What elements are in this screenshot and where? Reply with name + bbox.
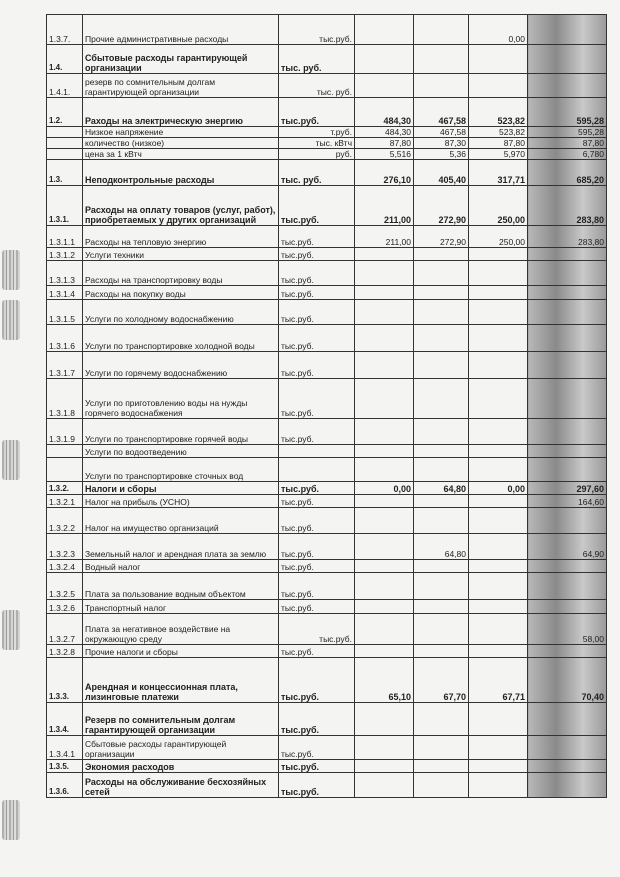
row-value-1 (355, 419, 414, 445)
row-name: Расходы на обслуживание бесхозяйных сетей (83, 773, 279, 798)
row-name: Земельный налог и арендная плата за землю (83, 534, 279, 560)
row-value-1 (355, 15, 414, 45)
row-unit: тыс.руб. (279, 98, 355, 127)
row-code: 1.3.2.6 (47, 600, 83, 614)
expenses-table (46, 14, 607, 798)
table-row (47, 773, 607, 798)
row-value-4: 595,28 (528, 127, 607, 138)
row-value-3 (469, 261, 528, 286)
table-row (47, 325, 607, 352)
table-row (47, 186, 607, 226)
row-value-1 (355, 495, 414, 508)
row-value-4 (528, 703, 607, 736)
row-value-1 (355, 736, 414, 760)
row-value-1: 87,80 (355, 138, 414, 149)
row-name: Прочие налоги и сборы (83, 645, 279, 658)
table-row (47, 736, 607, 760)
row-value-1 (355, 760, 414, 773)
row-code: 1.3.5. (47, 760, 83, 773)
table-row (47, 98, 607, 127)
row-value-1: 484,30 (355, 127, 414, 138)
row-code: 1.3.2.3 (47, 534, 83, 560)
row-value-2 (414, 773, 469, 798)
row-value-3 (469, 495, 528, 508)
row-name: Услуги по транспортировке холодной воды (83, 325, 279, 352)
table-row (47, 300, 607, 325)
row-unit: тыс.руб. (279, 508, 355, 534)
row-code: 1.4. (47, 45, 83, 74)
table-row (47, 508, 607, 534)
table-row (47, 445, 607, 458)
row-unit: тыс.руб. (279, 495, 355, 508)
table-row (47, 645, 607, 658)
row-value-3 (469, 600, 528, 614)
row-value-1 (355, 614, 414, 645)
row-unit: тыс.руб. (279, 600, 355, 614)
row-code: 1.3.1.4 (47, 286, 83, 300)
table-row (47, 495, 607, 508)
row-value-1 (355, 74, 414, 98)
row-code (47, 127, 83, 138)
row-value-1 (355, 645, 414, 658)
row-value-1 (355, 600, 414, 614)
row-value-3 (469, 736, 528, 760)
row-value-3: 250,00 (469, 226, 528, 248)
row-value-1: 276,10 (355, 160, 414, 186)
row-unit: тыс.руб. (279, 15, 355, 45)
punch-hole-strip (0, 0, 30, 877)
row-name: Сбытовые расходы гарантирующей организации (83, 736, 279, 760)
table-row (47, 160, 607, 186)
row-value-2 (414, 600, 469, 614)
row-code: 1.3.1.2 (47, 248, 83, 261)
table-row (47, 482, 607, 495)
row-name: Услуги по горячему водоснабжению (83, 352, 279, 379)
row-value-2 (414, 300, 469, 325)
row-value-4 (528, 248, 607, 261)
punch-hole-mark (2, 610, 20, 650)
row-value-4: 70,40 (528, 658, 607, 703)
table-row (47, 261, 607, 286)
row-name: Налог на имущество организаций (83, 508, 279, 534)
row-name: количество (низкое) (83, 138, 279, 149)
row-code: 1.3.6. (47, 773, 83, 798)
row-code: 1.3.2.7 (47, 614, 83, 645)
row-value-2: 272,90 (414, 186, 469, 226)
table-row (47, 560, 607, 573)
row-unit: тыс.руб. (279, 773, 355, 798)
row-name: Арендная и концессионная плата, лизинговые платежи (83, 658, 279, 703)
table-row (47, 138, 607, 149)
row-code: 1.3.3. (47, 658, 83, 703)
row-code (47, 138, 83, 149)
row-code: 1.3.2.5 (47, 573, 83, 600)
row-unit: тыс.руб. (279, 286, 355, 300)
row-code: 1.3.1.1 (47, 226, 83, 248)
row-unit: тыс. руб. (279, 160, 355, 186)
row-value-2 (414, 74, 469, 98)
row-value-3 (469, 560, 528, 573)
row-unit (279, 445, 355, 458)
row-name: Резерв по сомнительным долгам гарантирующей организации (83, 703, 279, 736)
table-row (47, 286, 607, 300)
row-value-3 (469, 508, 528, 534)
row-value-3 (469, 248, 528, 261)
table-row (47, 458, 607, 482)
row-value-4: 6,780 (528, 149, 607, 160)
row-value-2: 64,80 (414, 534, 469, 560)
row-unit: тыс.руб. (279, 534, 355, 560)
row-value-4 (528, 286, 607, 300)
row-value-4: 283,80 (528, 186, 607, 226)
row-value-4 (528, 445, 607, 458)
row-value-2 (414, 560, 469, 573)
row-value-3 (469, 645, 528, 658)
table-body (47, 15, 607, 798)
row-value-4 (528, 45, 607, 74)
row-unit: тыс.руб. (279, 573, 355, 600)
table-row (47, 760, 607, 773)
row-unit: руб. (279, 149, 355, 160)
row-value-4 (528, 458, 607, 482)
row-value-2: 467,58 (414, 127, 469, 138)
table-row (47, 658, 607, 703)
table-row (47, 534, 607, 560)
row-value-4 (528, 15, 607, 45)
row-value-1: 5,516 (355, 149, 414, 160)
punch-hole-mark (2, 250, 20, 290)
row-code: 1.3. (47, 160, 83, 186)
row-code: 1.3.7. (47, 15, 83, 45)
table-row (47, 419, 607, 445)
row-value-2: 405,40 (414, 160, 469, 186)
table-row (47, 15, 607, 45)
row-unit: тыс.руб. (279, 300, 355, 325)
row-unit: тыс.руб. (279, 325, 355, 352)
table-row (47, 74, 607, 98)
row-value-3 (469, 419, 528, 445)
row-unit: тыс.руб. (279, 760, 355, 773)
row-unit: тыс.руб. (279, 614, 355, 645)
row-value-4 (528, 736, 607, 760)
row-value-1 (355, 458, 414, 482)
row-value-1 (355, 248, 414, 261)
row-unit: тыс.руб. (279, 703, 355, 736)
row-value-2 (414, 286, 469, 300)
row-value-3 (469, 703, 528, 736)
row-value-4: 58,00 (528, 614, 607, 645)
row-value-3: 317,71 (469, 160, 528, 186)
row-unit: тыс. руб. (279, 45, 355, 74)
row-value-2 (414, 419, 469, 445)
row-value-1 (355, 573, 414, 600)
row-value-2: 467,58 (414, 98, 469, 127)
row-name: Водный налог (83, 560, 279, 573)
row-code: 1.3.4. (47, 703, 83, 736)
row-unit: тыс.руб. (279, 186, 355, 226)
row-value-3: 5,970 (469, 149, 528, 160)
row-value-3: 0,00 (469, 15, 528, 45)
table-row (47, 573, 607, 600)
row-name: Услуги по холодному водоснабжению (83, 300, 279, 325)
row-value-4 (528, 600, 607, 614)
row-value-3 (469, 379, 528, 419)
row-value-2 (414, 508, 469, 534)
row-code: 1.3.2.4 (47, 560, 83, 573)
row-value-1: 484,30 (355, 98, 414, 127)
row-value-2 (414, 645, 469, 658)
row-value-4 (528, 379, 607, 419)
row-value-4 (528, 573, 607, 600)
row-value-3 (469, 45, 528, 74)
row-value-2 (414, 495, 469, 508)
table-row (47, 45, 607, 74)
row-value-2 (414, 15, 469, 45)
row-code: 1.4.1. (47, 74, 83, 98)
row-value-3: 523,82 (469, 127, 528, 138)
row-value-2 (414, 760, 469, 773)
row-value-2 (414, 703, 469, 736)
row-name: Низкое напряжение (83, 127, 279, 138)
row-value-1 (355, 445, 414, 458)
row-value-4 (528, 300, 607, 325)
row-value-2 (414, 573, 469, 600)
row-value-2: 87,30 (414, 138, 469, 149)
row-unit: тыс.руб. (279, 419, 355, 445)
row-value-4: 64,90 (528, 534, 607, 560)
row-value-3 (469, 300, 528, 325)
row-unit: тыс.руб. (279, 658, 355, 703)
table-row (47, 226, 607, 248)
row-unit: тыс.руб. (279, 261, 355, 286)
row-name: Расходы на оплату товаров (услуг, работ), приобретаемых у других организаций (83, 186, 279, 226)
row-value-4 (528, 645, 607, 658)
row-value-2 (414, 248, 469, 261)
row-unit: тыс.руб. (279, 379, 355, 419)
row-unit: т.руб. (279, 127, 355, 138)
row-code: 1.3.2.2 (47, 508, 83, 534)
row-code: 1.3.1.7 (47, 352, 83, 379)
row-value-1: 65,10 (355, 658, 414, 703)
punch-hole-mark (2, 300, 20, 340)
row-value-2 (414, 45, 469, 74)
row-value-3: 0,00 (469, 482, 528, 495)
row-value-1: 211,00 (355, 226, 414, 248)
row-unit (279, 458, 355, 482)
row-value-1: 0,00 (355, 482, 414, 495)
row-code: 1.3.1.8 (47, 379, 83, 419)
row-value-3 (469, 614, 528, 645)
row-value-4 (528, 760, 607, 773)
row-value-2 (414, 379, 469, 419)
row-value-3: 67,71 (469, 658, 528, 703)
row-value-1 (355, 325, 414, 352)
row-value-3 (469, 352, 528, 379)
row-value-1 (355, 352, 414, 379)
row-name: Прочие административные расходы (83, 15, 279, 45)
row-value-3: 523,82 (469, 98, 528, 127)
row-value-2: 5,36 (414, 149, 469, 160)
row-value-3 (469, 458, 528, 482)
table-row (47, 379, 607, 419)
row-code: 1.3.1.6 (47, 325, 83, 352)
row-value-3: 87,80 (469, 138, 528, 149)
row-value-4: 283,80 (528, 226, 607, 248)
row-name: Экономия расходов (83, 760, 279, 773)
row-value-2 (414, 352, 469, 379)
row-value-1 (355, 703, 414, 736)
row-value-2: 64,80 (414, 482, 469, 495)
row-name: Услуги по приготовлению воды на нужды горячего водоснабжения (83, 379, 279, 419)
row-value-3 (469, 74, 528, 98)
table-row (47, 703, 607, 736)
row-code (47, 149, 83, 160)
table-row (47, 149, 607, 160)
row-code: 1.2. (47, 98, 83, 127)
row-value-3 (469, 325, 528, 352)
row-value-3 (469, 445, 528, 458)
row-code: 1.3.1.5 (47, 300, 83, 325)
row-value-2 (414, 458, 469, 482)
row-value-3 (469, 286, 528, 300)
table-row (47, 614, 607, 645)
row-name: Неподконтрольные расходы (83, 160, 279, 186)
row-value-4 (528, 74, 607, 98)
row-unit: тыс.руб. (279, 248, 355, 261)
row-code: 1.3.2.1 (47, 495, 83, 508)
row-code (47, 458, 83, 482)
table-row (47, 248, 607, 261)
row-value-4 (528, 261, 607, 286)
row-name: Налог на прибыль (УСНО) (83, 495, 279, 508)
row-value-1 (355, 261, 414, 286)
table-row (47, 352, 607, 379)
row-value-1 (355, 286, 414, 300)
row-value-2: 272,90 (414, 226, 469, 248)
table-row (47, 127, 607, 138)
row-value-2 (414, 445, 469, 458)
row-value-4: 595,28 (528, 98, 607, 127)
row-value-4 (528, 352, 607, 379)
row-unit: тыс.руб. (279, 560, 355, 573)
row-unit: тыс.руб. (279, 226, 355, 248)
row-value-3 (469, 760, 528, 773)
row-value-4 (528, 560, 607, 573)
row-unit: тыс. руб. (279, 74, 355, 98)
row-value-3 (469, 773, 528, 798)
row-value-2: 67,70 (414, 658, 469, 703)
row-name: Транспортный налог (83, 600, 279, 614)
row-value-4: 87,80 (528, 138, 607, 149)
row-value-4 (528, 325, 607, 352)
row-name: цена за 1 кВтч (83, 149, 279, 160)
punch-hole-mark (2, 800, 20, 840)
row-unit: тыс.руб. (279, 736, 355, 760)
row-value-1 (355, 45, 414, 74)
row-code: 1.3.1.9 (47, 419, 83, 445)
row-value-4 (528, 508, 607, 534)
row-value-1 (355, 534, 414, 560)
row-value-2 (414, 261, 469, 286)
row-name: Расходы на покупку воды (83, 286, 279, 300)
row-code (47, 445, 83, 458)
table-row (47, 600, 607, 614)
row-value-4 (528, 419, 607, 445)
row-name: Услуги по транспортировке сточных вод (83, 458, 279, 482)
row-unit: тыс.руб. (279, 482, 355, 495)
row-value-1 (355, 560, 414, 573)
row-code: 1.3.2. (47, 482, 83, 495)
punch-hole-mark (2, 440, 20, 480)
row-unit: тыс.руб. (279, 645, 355, 658)
row-value-2 (414, 614, 469, 645)
row-code: 1.3.4.1 (47, 736, 83, 760)
row-code: 1.3.2.8 (47, 645, 83, 658)
row-value-3 (469, 534, 528, 560)
row-unit: тыс. кВтч (279, 138, 355, 149)
row-name: Услуги по водоотведению (83, 445, 279, 458)
row-name: Раходы на электрическую энергию (83, 98, 279, 127)
row-value-2 (414, 325, 469, 352)
row-name: Расходы на тепловую энергию (83, 226, 279, 248)
row-value-3 (469, 573, 528, 600)
row-value-4: 297,60 (528, 482, 607, 495)
row-name: Услуги по транспортировке горячей воды (83, 419, 279, 445)
row-value-2 (414, 736, 469, 760)
row-name: Налоги и сборы (83, 482, 279, 495)
row-name: Расходы на транспортировку воды (83, 261, 279, 286)
row-code: 1.3.1. (47, 186, 83, 226)
row-name: Плата за негативное воздействие на окружающую среду (83, 614, 279, 645)
row-code: 1.3.1.3 (47, 261, 83, 286)
row-unit: тыс.руб. (279, 352, 355, 379)
row-name: Плата за пользование водным объектом (83, 573, 279, 600)
row-name: Услуги техники (83, 248, 279, 261)
row-value-4: 164,60 (528, 495, 607, 508)
row-value-4 (528, 773, 607, 798)
row-value-4: 685,20 (528, 160, 607, 186)
row-value-3: 250,00 (469, 186, 528, 226)
row-name: резерв по сомнительным долгам гарантирующей организации (83, 74, 279, 98)
row-value-1 (355, 508, 414, 534)
row-value-1 (355, 300, 414, 325)
row-value-1 (355, 379, 414, 419)
row-value-1: 211,00 (355, 186, 414, 226)
row-name: Сбытовые расходы гарантирующей организации (83, 45, 279, 74)
row-value-1 (355, 773, 414, 798)
